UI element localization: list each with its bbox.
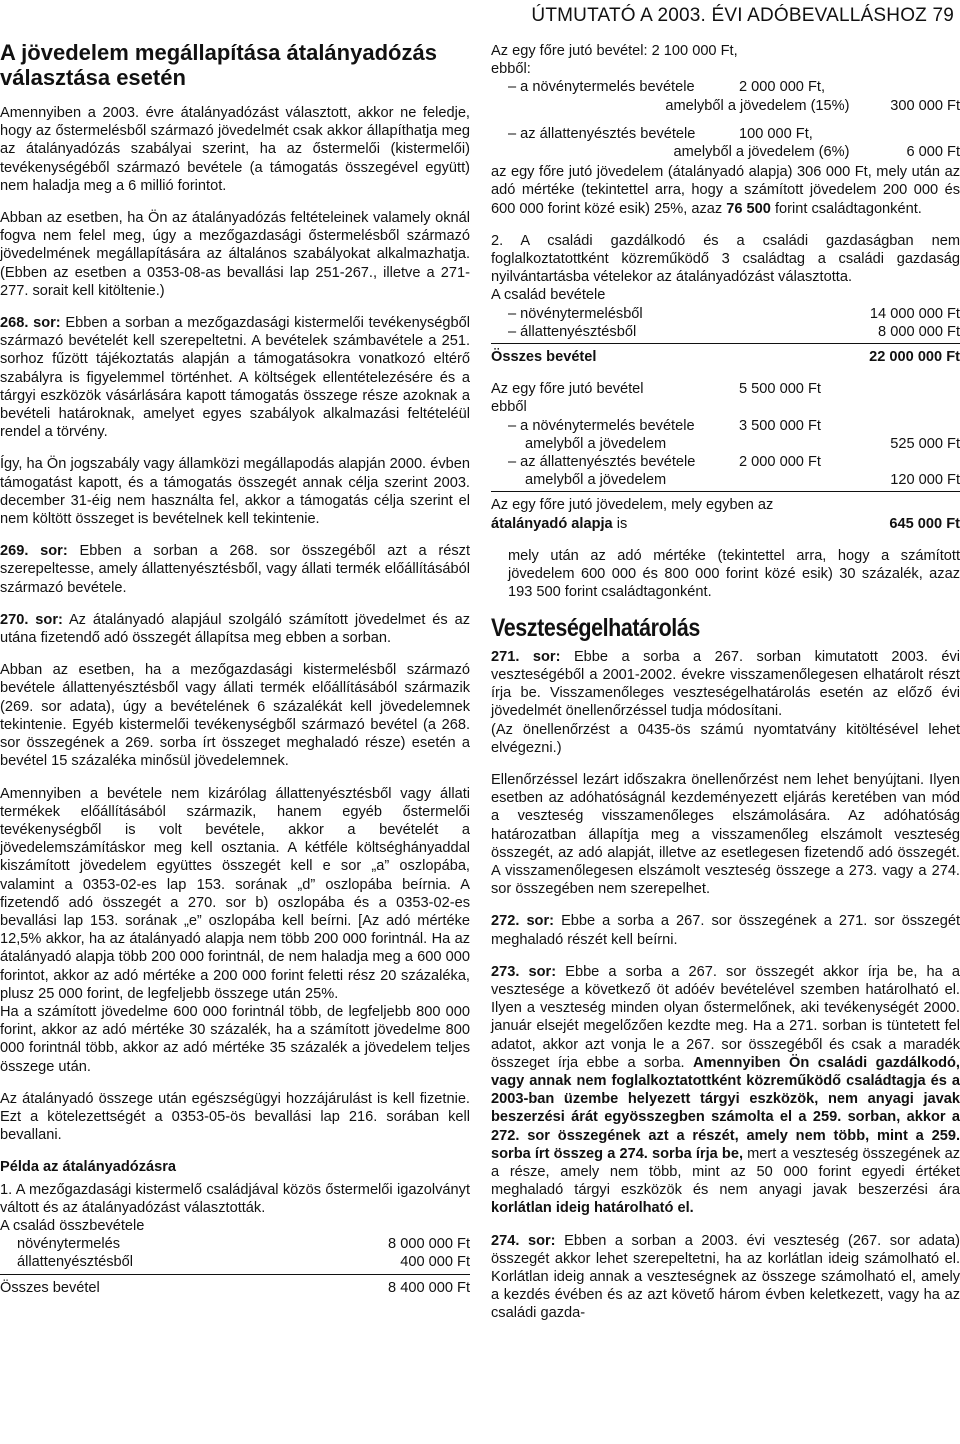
table-cell: Az egy főre jutó bevétel xyxy=(491,381,644,398)
right-column xyxy=(491,42,960,1337)
revenue-value: 14 000 000 Ft xyxy=(869,305,960,322)
row-number: 268. sor: xyxy=(0,315,61,332)
revenue-value: 400 000 Ft xyxy=(400,1254,470,1271)
crop-income-value: 300 000 Ft xyxy=(890,97,960,114)
paragraph-text: az egy főre jutó jövedelem (átalányadó alapja) 306 000 Ft, mely után az adó mértéke (tekintettel arra, hogy a számított jövedelem 200 000 és 600 000 forint közé esik) 25%, azaz xyxy=(491,164,960,217)
total-label: Összes bevétel xyxy=(491,349,597,366)
per-capita-revenue: Az egy főre jutó bevétel: 2 100 000 Ft, xyxy=(491,43,738,59)
paragraph: Az átalányadó összege után egészségügyi hozzájárulást is kell fizetnie. Ezt a kötelezettségét a 0353-05-ös bevallási lap 216. sorában kell bevallani. xyxy=(0,1090,470,1144)
crop-revenue-label: – a növénytermelés bevétele xyxy=(508,79,695,96)
table-cell: 525 000 Ft xyxy=(890,435,960,452)
income-summary-row xyxy=(491,515,960,533)
income-summary-value: 645 000 Ft xyxy=(889,515,960,532)
table-cell: amelyből a jövedelem xyxy=(525,435,667,452)
total-value: 22 000 000 Ft xyxy=(869,349,960,366)
divider xyxy=(491,491,960,492)
revenue-row xyxy=(0,1235,470,1253)
example-2-text: 2. A családi gazdálkodó és a családi gazdaságban nem foglalkoztatottként közreműködő 3 családtag a családi gazdaság nyilvántartásba vételekor az átalányadózást választotta. xyxy=(491,232,960,286)
revenue-label: – állattenyésztésből xyxy=(508,323,637,340)
paragraph xyxy=(491,163,960,218)
paragraph-271 xyxy=(491,648,960,721)
paragraph-269 xyxy=(0,542,470,597)
revenue-title: A család bevétele xyxy=(491,287,606,304)
paragraph-text: Ebben a sorban a 268. sor összegéből azt a részt szerepeltesse, amely állattenyésztésből, vagy állati termék előállításából származó bevétele. xyxy=(0,543,470,596)
row-number: 270. sor: xyxy=(0,611,63,628)
table-cell: 120 000 Ft xyxy=(890,472,960,489)
total-value: 8 400 000 Ft xyxy=(388,1279,470,1296)
row-number: 269. sor: xyxy=(0,543,68,560)
section-heading: Veszteségelhatárolás xyxy=(491,614,700,643)
paragraph: Ha a számított jövedelme 600 000 forintnál több, de legfeljebb 800 000 forint, akkor az adó mértéke 30 százalék, ha a számított jövedelme 800 000 forintnál több, akkor az adó mértéke 35 százalék a jövedelem teljes összege után. xyxy=(0,1003,470,1075)
paragraph-text: Az átalányadó alapjául szolgáló számított jövedelmet és az utána fizetendő adó összegét állapítsa meg ebben a sorban. xyxy=(0,611,470,647)
table-cell xyxy=(850,380,960,398)
total-label: Összes bevétel xyxy=(0,1279,100,1296)
total-row xyxy=(0,1279,470,1297)
paragraph-text: Ebben a sorban a 2003. évi veszteség (267. sor adata) összegét akkor lehet szerepeltetni, ha az korlátlan ideig számolható el. Korlátlan ideig annak a veszteségnek az összege számolható el, amely a kezdés évében és az azt követő három évben keletkezett, vagy ha az családi gazda- xyxy=(491,1232,960,1322)
revenue-title: A család összbevétele xyxy=(0,1217,145,1234)
row-number: 271. sor: xyxy=(491,648,561,665)
bold-label: átalányadó alapja xyxy=(491,515,613,532)
crop-income-label: amelyből a jövedelem (15%) xyxy=(665,97,850,114)
revenue-label: állattenyésztésből xyxy=(17,1254,134,1271)
table-cell xyxy=(739,398,850,416)
table-cell: 3 500 000 Ft xyxy=(739,417,821,434)
paragraph: Így, ha Ön jogszabály vagy államközi megállapodás alapján 2000. évben támogatást kapott, és a támogatás összegét annak célja szerint 2003. december 31-éig nem használta fel, akkor a támogatás célja szerint el nem költött összeget is bevételnek kell tekintenie. xyxy=(0,456,470,528)
divider xyxy=(0,1274,470,1275)
revenue-value: 8 000 000 Ft xyxy=(878,323,960,340)
livestock-income-value: 6 000 Ft xyxy=(906,144,960,161)
label-suffix: is xyxy=(616,515,628,532)
paragraph-268 xyxy=(0,314,470,441)
table-cell: 2 000 000 Ft xyxy=(739,454,821,471)
left-column xyxy=(0,40,470,1297)
example-1-text: 1. A mezőgazdasági kistermelő családjával közös őstermelői igazolványt váltott és az átalányadózást választották. xyxy=(0,1181,470,1216)
table-cell xyxy=(739,435,850,453)
paragraph: Amennyiben a 2003. évre átalányadózást választott, akkor ne feledje, hogy az őstermelésből származó jövedelmét csak akkor állapíthatja meg az átalányadózás szabályai szerint, ha az őstermelői (kistermelői) tevékenységéből származó bevétele (a támogatás összegével együtt) nem haladja meg a 6 millió forintot. xyxy=(0,105,470,194)
of-which: ebből: xyxy=(491,61,531,78)
crop-revenue-value: 2 000 000 Ft, xyxy=(739,79,826,96)
livestock-income-label: amelyből a jövedelem (6%) xyxy=(673,144,850,161)
paragraph-274 xyxy=(491,1232,960,1323)
total-row xyxy=(491,348,960,366)
row-number: 272. sor: xyxy=(491,913,555,930)
example-title: Példa az átalányadózásra xyxy=(0,1159,177,1176)
running-header: ÚTMUTATÓ A 2003. ÉVI ADÓBEVALLÁSHOZ 79 xyxy=(531,5,954,26)
revenue-label: növénytermelés xyxy=(17,1236,121,1253)
revenue-value: 8 000 000 Ft xyxy=(388,1236,470,1253)
income-breakdown xyxy=(491,125,960,161)
page-title xyxy=(0,40,470,90)
table-cell xyxy=(850,398,960,416)
table-cell xyxy=(739,471,850,489)
revenue-label: – növénytermelésből xyxy=(508,305,643,322)
table-cell: 5 500 000 Ft xyxy=(739,381,821,398)
table-cell xyxy=(850,453,960,471)
table-cell: – a növénytermelés bevétele xyxy=(508,417,695,434)
paragraph-bold: Amennyiben Ön családi gazdálkodó, vagy annak nem foglalkoztatottként közreműködő családtagja és a 2003-ban üzembe helyezett tárgyi eszközök, nem anyagi javak beszerzési árát egyösszegben számolta el a 259. sorban, akkor a 272. sor összegének azt a részét, amely nem több, mint a 259. sorba írt összeg a 274. sorba írja be, xyxy=(491,1054,960,1162)
income-summary-line: Az egy főre jutó jövedelem, mely egyben az xyxy=(491,497,774,514)
title-line-1: A jövedelem megállapítása átalányadózás xyxy=(0,40,437,65)
paragraph-272 xyxy=(491,912,960,948)
paragraph-text: Ebbe a sorba a 267. sor összegét akkor írja be, ha a vesztesége a következő öt adóév bevételével szemben határolható el. Ilyen a veszteség minden olyan őstermelőnek, aki tevékenységét 2000. január elsejét megelőzően kezdte meg. Ha a 271. sorban is tüntetett fel adatot, akkor azt vonja le a 267. sor összegéből és csak a maradék összeget írja ebbe a sorba. xyxy=(491,963,960,1071)
livestock-revenue-label: – az állattenyésztés bevétele xyxy=(508,125,696,142)
table-cell xyxy=(850,417,960,435)
revenue-row xyxy=(491,323,960,341)
paragraph-text: Ebben a sorban a mezőgazdasági kistermelői tevékenységből származó bevételét kell szerepeltetni. A bevételek számbavétele a 251. sorhoz fűzött tájékoztatás alapján a támogatásokra vonatkozó eltérő szabályra is figyelemmel történhet. A költségek ellentételezésére és a tárgyi eszközök vásárlására kapott támogatás összege része azoknak a bevételi határoknak, amelyet egyes szabályok alkalmazási feltételéül rendel a törvény. xyxy=(0,315,470,441)
table-cell: amelyből a jövedelem xyxy=(525,472,667,489)
per-capita-table xyxy=(491,380,960,489)
paragraph-bold: korlátlan ideig határolható el. xyxy=(491,1200,694,1217)
row-number: 274. sor: xyxy=(491,1232,556,1249)
paragraph-text: Ebbe a sorba a 267. sor összegének a 271. sor összegét meghaladó részét kell beírni. xyxy=(491,913,960,948)
paragraph: Abban az esetben, ha a mezőgazdasági kistermelésből származó bevétele állattenyésztésből vagy állati termék előállításából származik (269. sor adata), úgy a bevételének 6 százalékát kell jövedelemnek tekintenie. Egyéb kistermelői tevékenységből származó bevétel (a 268. sor összegének a 269. sorba írt összeget meghaladó része) esetén a bevétel 15 százaléka minősül jövedelemnek. xyxy=(0,662,470,770)
revenue-row xyxy=(491,305,960,323)
table-cell: – az állattenyésztés bevétele xyxy=(508,454,696,471)
paragraph-text: mert a veszteség összegének az a része, amely nem több, mint az 50 000 forint egyedi értéket meghaladó tárgyi eszközök és nem anyagi javak beszerzési ára xyxy=(491,1145,960,1199)
paragraph-273 xyxy=(491,963,960,1218)
paragraph-text: forint családtagonként. xyxy=(774,200,922,217)
divider xyxy=(491,343,960,344)
paragraph: Abban az esetben, ha Ön az átalányadózás feltételeinek valamely oknál fogva nem felel meg, úgy a mezőgazdasági őstermelésből származó jövedelmének megállapítására az általános szabályokat alkalmazhatja. (Ebben az esetben a 0353-08-as bevallási lap 251-267., illetve a 271-277. sorait kell kitöltenie.) xyxy=(0,210,470,299)
paragraph: (Az önellenőrzést a 0435-ös számú nyomtatvány kitöltésével lehet elvégezni.) xyxy=(491,721,960,756)
livestock-revenue-value: 100 000 Ft, xyxy=(739,125,813,142)
paragraph: Amennyiben a bevétele nem kizárólag állattenyésztésből vagy állati termékek előállításából származik, hanem egyéb őstermelői tevékenységből is volt bevétele, akkor a bevételét a jövedelemszámításkor meg kell osztania. A kétféle költséghányaddal kiszámított jövedelem együttes összegét kell e sor „a” oszlopába, valamint a 0353-02-es lap 153. sorának „d” oszlopába beírnia. A fizetendő adó összegét a 270. sor b) oszlopába és a 0353-02-es bevallási lap 153. sorának „e” oszlopába kell beírni. [Az adó mértéke 12,5% akkor, ha az átalányadó alapja nem több 200 000 forintnál. Ha az átalányadó alapja több 200 000 forintnál, de nem haladja meg a 600 000 forintot, akkor az adó mértéke a 200 000 forint feletti rész 20 százaléka, plusz 25 000 forint, de legfeljebb összege után 25%. xyxy=(0,785,470,1002)
paragraph-270 xyxy=(0,611,470,647)
paragraph-text: Ebbe a sorba a 267. sorban kimutatott 2003. évi veszteségéből a 2001-2002. évekre visszamenőlegesen elhatárolt részt írja be. Visszamenőleges veszteségelhatárolás esetén az előző évi jövedelmét önellenőrzéssel tudja módosítani. xyxy=(491,648,960,720)
paragraph: Ellenőrzéssel lezárt időszakra önellenőrzést nem lehet benyújtani. Ilyen esetben az adóhatóságnál kezdeményezett eljárás keretében van mód a veszteség visszamenőleges elszámolására. Az adóhatóság határozatban állapítja meg a visszamenőleg elszámolt veszteség összegét, az adó alapját, illetve az esetlegesen fizetendő adó összegét. A visszamenőlegesen elszámolt veszteség összege a 273. vagy a 274. sor összegében nem szerepelhet. xyxy=(491,771,960,898)
paragraph: mely után az adó mértéke (tekintettel arra, hogy a számított jövedelem 600 000 és 800 000 forint közé esik) 30 százalék, azaz 193 500 forint családtagonként. xyxy=(508,547,960,601)
title-line-2: választása esetén xyxy=(0,65,186,90)
income-breakdown xyxy=(491,78,960,114)
bold-amount: 76 500 xyxy=(726,200,771,217)
table-cell: ebből xyxy=(491,399,527,416)
revenue-row xyxy=(0,1253,470,1271)
row-number: 273. sor: xyxy=(491,963,557,980)
